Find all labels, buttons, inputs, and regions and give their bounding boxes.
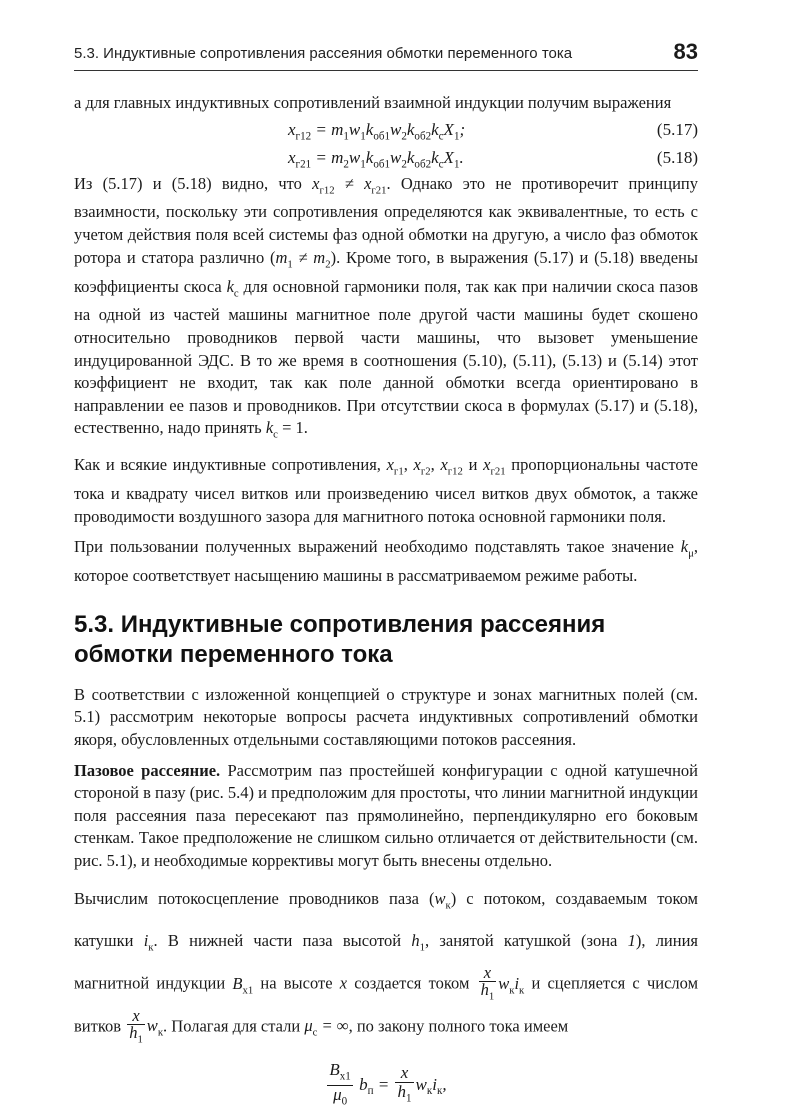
equation-5-17-formula: $x_{г12} = m_1w_1k_{об1}w_2k_{об2}k_сX_1$; (288, 119, 466, 142)
running-header (74, 36, 698, 71)
running-title: 5.3. Индуктивные сопротивления рассеяния обмотки переменного тока (74, 45, 573, 62)
equation-5-18-formula: $x_{г21} = m_2w_1k_{об1}w_2k_{об2}k_сX_1$. (288, 147, 464, 170)
fraction-x-over-h1-turns: $\frac{x}{h_1}$ (129, 1005, 143, 1046)
intro-paragraph: а для главных индуктивных сопротивлений взаимной индукции получим выражения (74, 93, 672, 112)
equation-ampere-law: $\frac{B_{x1}}{\mu_0}$ $b_п$ = $\frac{x}{h_1}$ $w_кi_к$, (329, 1059, 447, 1108)
equation-5-17 (74, 117, 698, 145)
equation-5-18 (74, 145, 698, 173)
paragraph-slot-leakage: Пазовое рассеяние. Рассмотрим паз простейшей конфигурации с одной катушечной стороной в пазу (рис. 5.4) и предположим для простоты, что линии магнитной индукции поля рассеяния паза пересекают паз прямолинейно, перпендикулярно его боковым стенкам. Такое предположение не слишком сильно отличается от действительности (см. рис. 5.1), и необходимые коррективы могут быть внесены отдельно. (74, 760, 698, 871)
runin-heading: Пазовое рассеяние. (74, 760, 221, 780)
page-number: 83 (673, 39, 698, 64)
paragraph-saturation: При пользовании полученных выражений необходимо подставлять такое значение $k_\mu$, которое соответствует насыщению машины в рассматриваемом режиме работы. (74, 537, 698, 586)
page-body (74, 92, 698, 1110)
paragraph-proportionality: Как и всякие индуктивные сопротивления, $x_{г1}$, $x_{г2}$, $x_{г12}$ и $x_{г21}$ пропорциональны частоте тока и квадрату чисел витков или произведению чисел витков двух обмоток, а также проводимости воздушного зазора для магнитного потока основной гармоники поля. (74, 455, 698, 526)
fraction-x-over-h1: $\frac{x}{h_1}$ (480, 963, 495, 1003)
equation-5-18-number: (5.18) (656, 147, 698, 167)
paragraph-flux-linkage: Вычислим потокосцепление проводников паза $(w_к)$ с потоком, создаваемым током катушки $i_к$. В нижней части паза высотой $h_1$, занятой катушкой (зона 1), линия магнитной индукции $B_{x1}$ на высоте x создается током $\frac{x}{h_1}$ $w_кi_к$ и сцепляется с числом витков $\frac{x}{h_1}$ $w_к$. Полагая для стали $\mu_с$ = ∞, по закону полного тока имеем (74, 888, 699, 1046)
paragraph-concept: В соответствии с изложенной концепцией о структуре и зонах магнитных полей (см. 5.1) рассмотрим некоторые вопросы расчета индуктивных сопротивлений обмотки якоря, обусловленных отдельными составляющими потоков рассеяния. (74, 684, 698, 750)
equation-5-17-number: (5.17) (656, 119, 698, 139)
paragraph-reciprocity: Из (5.17) и (5.18) видно, что $x_{г12} \ne x_{г21}$. Однако это не противоречит принципу взаимности, поскольку эти сопротивления определяются как эквивалентные, то есть с учетом действия поля всей системы фаз одной обмотки на другую, а число фаз обмоток ротора и статора различно $(m_1 \ne m_2)$. Кроме того, в выражения (5.17) и (5.18) введены коэффициенты скоса $k_с$ для основной гармоники поля, так как при наличии скоса пазов на одной из частей машины магнитное поле другой части машины будет скошено относительно проводников первой части машины, что вызовет уменьшение индуцированной ЭДС. В то же время в соотношения (5.10), (5.11), (5.13) и (5.14) этот коэффициент не входит, так как поле данной обмотки всегда ориентировано в направлении ее пазов и проводников. При отсутствии скоса в формулах (5.17) и (5.18), естественно, надо принять $k_с = 1$. (74, 173, 698, 441)
section-heading: 5.3. Индуктивные сопротивления рассеяния обмотки переменного тока (74, 610, 606, 668)
